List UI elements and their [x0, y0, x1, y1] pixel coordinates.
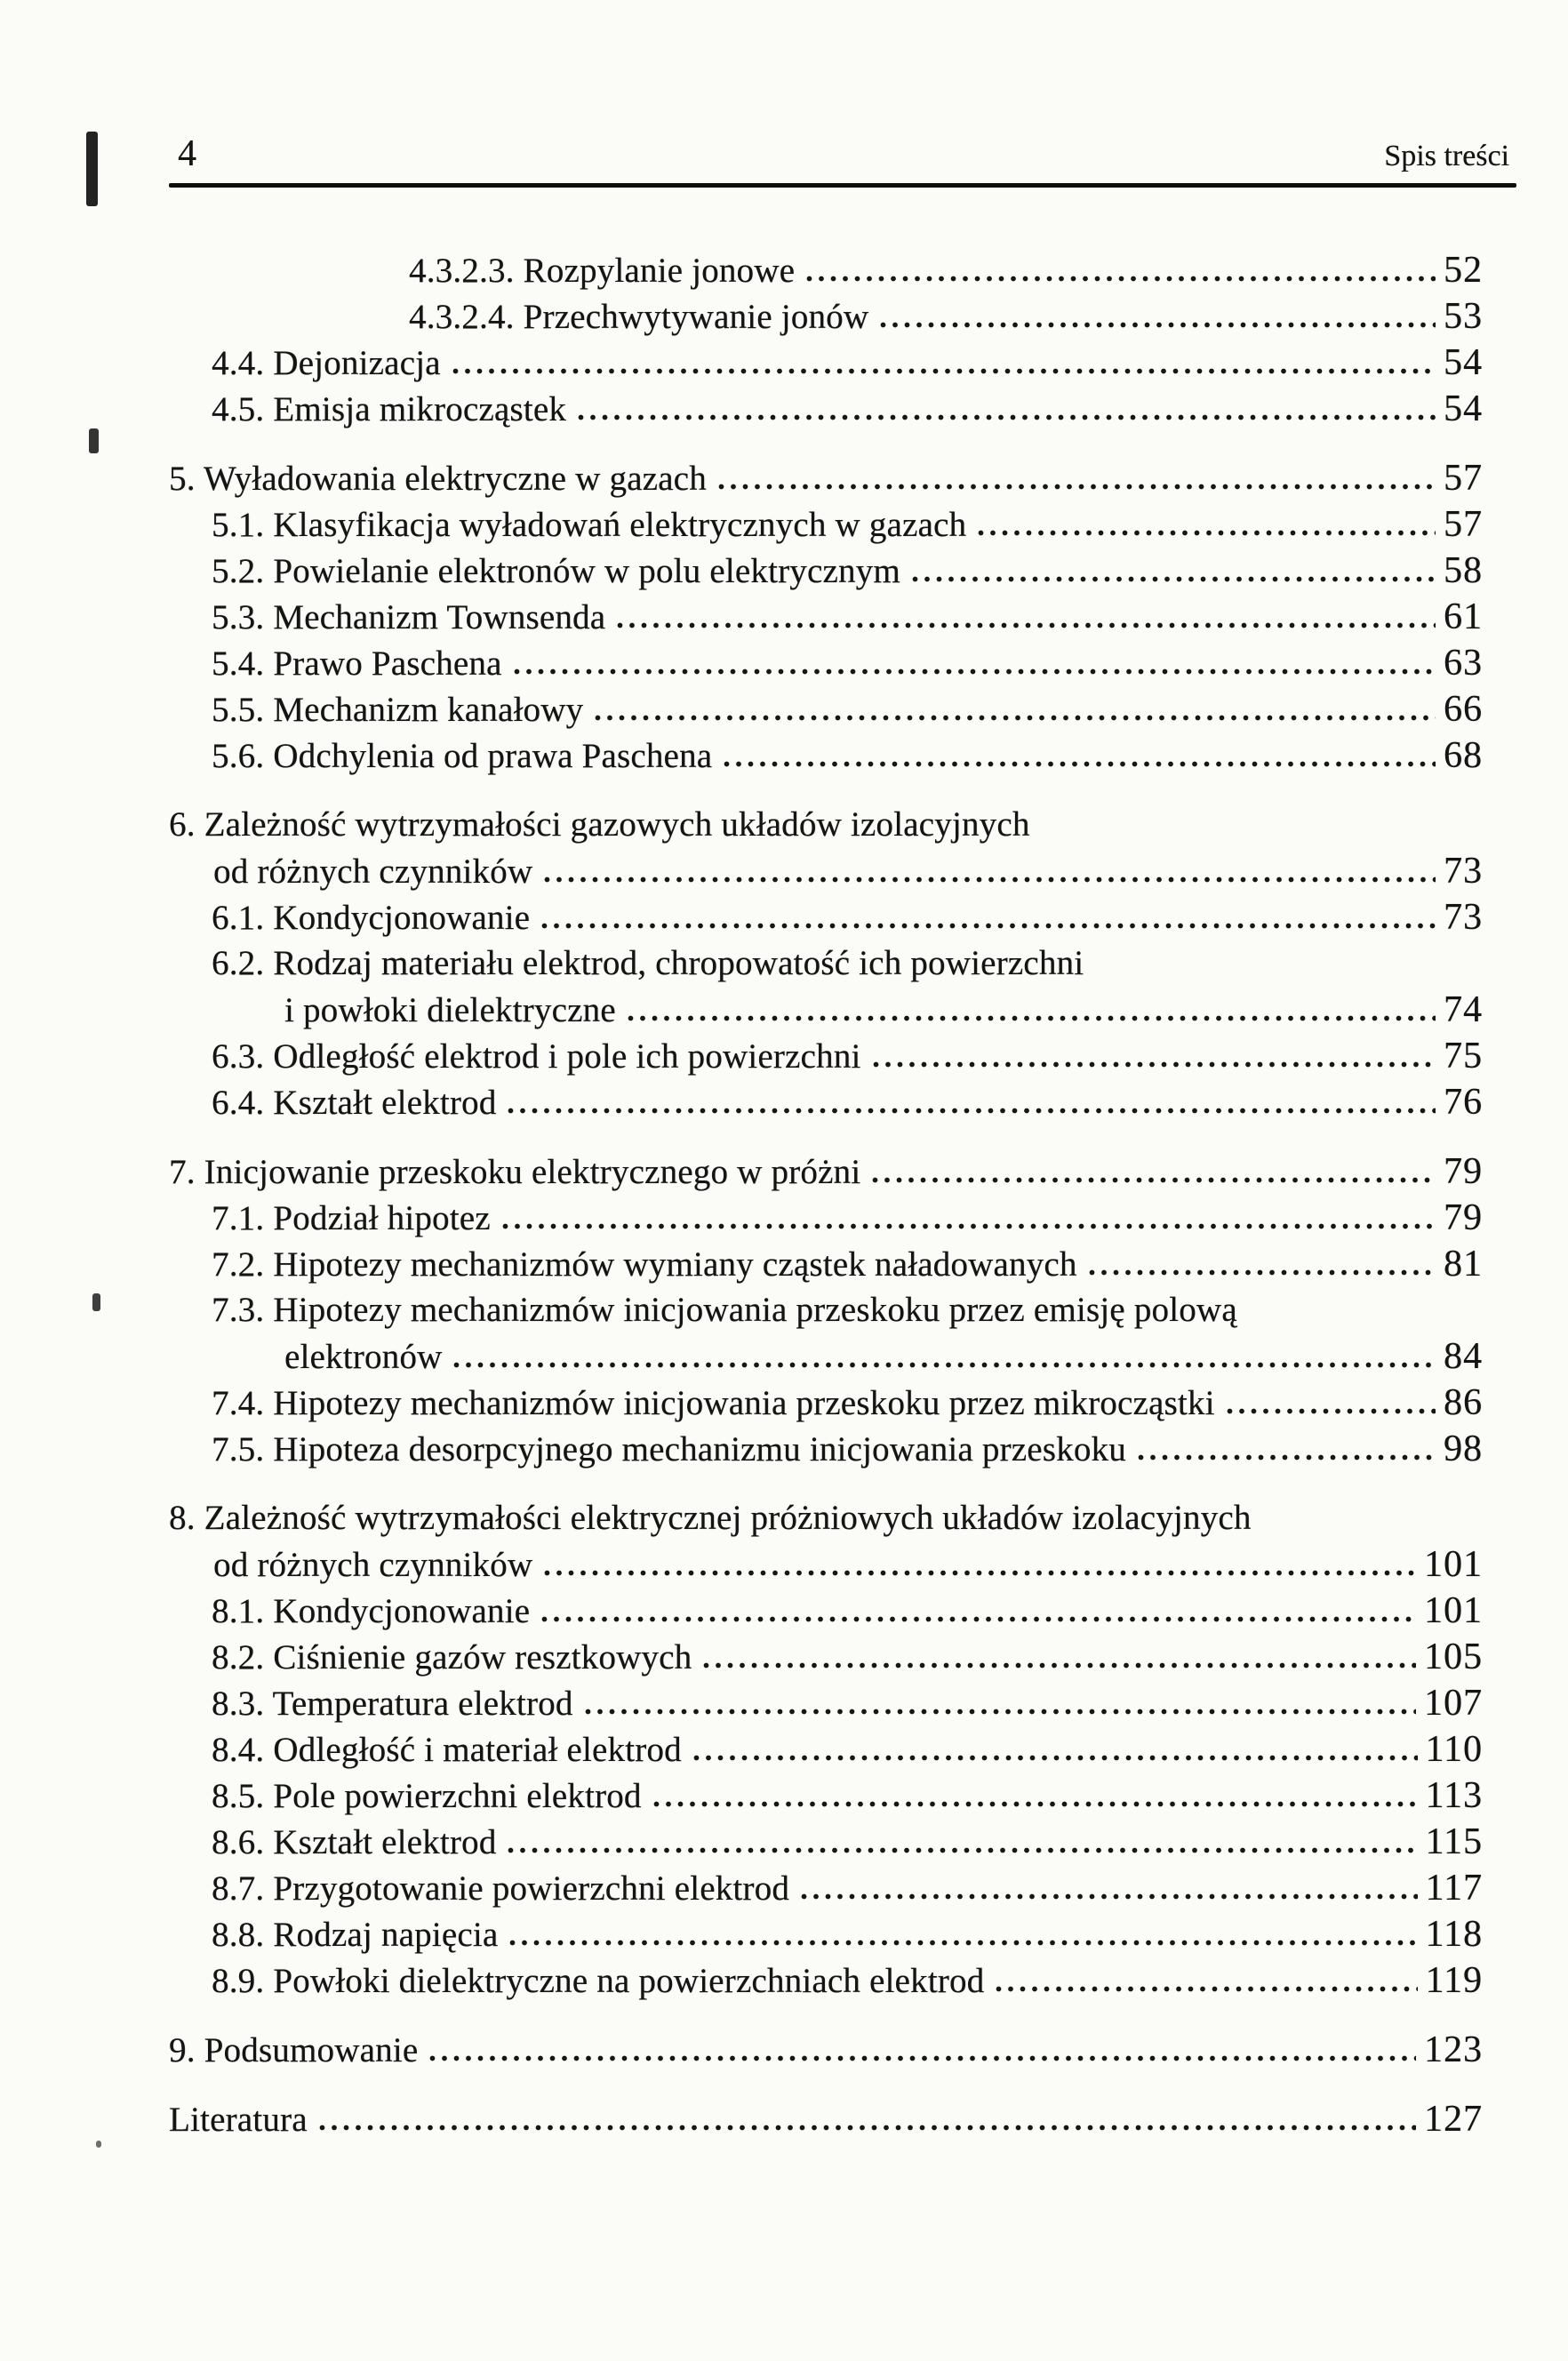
dot-leader: [703, 1662, 1416, 1669]
toc-entry-title: 6.4. Kształt elektrod: [212, 1084, 497, 1122]
dot-leader: [873, 1061, 1436, 1068]
toc-entry-page: 118: [1425, 1914, 1483, 1955]
toc-entry: [169, 804, 1483, 851]
toc-entry: [169, 296, 1483, 342]
toc-entry: [169, 643, 1483, 689]
toc-entry: [169, 1821, 1483, 1868]
toc-entry-page: 54: [1444, 342, 1483, 383]
toc-entry: [169, 1429, 1483, 1475]
toc-entry-title: 8.3. Temperatura elektrod: [212, 1685, 573, 1723]
toc-entry: [169, 735, 1483, 781]
toc-entry-page: 79: [1444, 1197, 1483, 1238]
toc-entry-title: 8.7. Przygotowanie powierzchni elektrod: [212, 1869, 790, 1908]
toc-entry-page: 127: [1424, 2099, 1483, 2140]
toc-entry-title: 6.3. Odległość elektrod i pole ich powierzchni: [212, 1037, 861, 1076]
toc-entry-page: 58: [1444, 550, 1483, 591]
toc-entry-title: 6.1. Kondycjonowanie: [212, 899, 531, 937]
toc-entry-title: 8.4. Odległość i materiał elektrod: [212, 1731, 682, 1769]
dot-leader: [628, 1015, 1436, 1021]
toc-entry: [169, 1590, 1483, 1637]
toc-entry-title: od różnych czynników: [213, 852, 533, 891]
toc-entry-title: 8.8. Rodzaj napięcia: [212, 1916, 499, 1954]
toc-entry: [169, 250, 1483, 296]
toc-entry-page: 74: [1444, 989, 1483, 1030]
toc-entry-page: 57: [1444, 504, 1483, 545]
toc-entry-page: 57: [1444, 458, 1483, 499]
toc-entry-title: 5.6. Odchylenia od prawa Paschena: [212, 737, 713, 775]
dot-leader: [452, 368, 1436, 374]
toc-entry: [169, 1336, 1483, 1382]
toc-entry-title: 5. Wyładowania elektryczne w gazach: [169, 460, 707, 498]
toc-entry-title: 7.5. Hipoteza desorpcyjnego mechanizmu inicjowania przeskoku: [212, 1430, 1126, 1469]
toc-entry: [169, 550, 1483, 596]
toc-entry: [169, 689, 1483, 735]
toc-entry-page: 76: [1444, 1082, 1483, 1123]
toc-entry-title: 4.3.2.3. Rozpylanie jonowe: [409, 252, 796, 290]
dot-leader: [585, 1709, 1416, 1715]
toc-entry: [169, 1868, 1483, 1914]
toc-entry-page: 73: [1444, 897, 1483, 938]
dot-leader: [509, 1940, 1417, 1946]
page-number: 4: [178, 133, 196, 174]
toc-entry: [169, 1683, 1483, 1729]
dot-leader: [653, 1801, 1418, 1807]
dot-leader: [806, 276, 1436, 282]
toc-entry-title: Literatura: [169, 2101, 308, 2139]
dot-leader: [718, 484, 1436, 490]
toc-entry-title: 6. Zależność wytrzymałości gazowych układów izolacyjnych: [169, 805, 1030, 844]
toc-entry-page: 61: [1444, 596, 1483, 637]
toc-entry: [169, 458, 1483, 504]
toc-entry-page: 68: [1444, 735, 1483, 776]
toc-entry-title: 8.6. Kształt elektrod: [212, 1823, 497, 1861]
toc-entry-page: 63: [1444, 643, 1483, 684]
table-of-contents: [169, 250, 1483, 2145]
toc-entry-page: 84: [1444, 1336, 1483, 1377]
toc-entry-title: 7.2. Hipotezy mechanizmów wymiany cząstek naładowanych: [212, 1245, 1077, 1284]
toc-entry: [169, 596, 1483, 643]
toc-entry-page: 101: [1424, 1544, 1483, 1585]
toc-entry-page: 52: [1444, 250, 1483, 291]
dot-leader: [429, 2055, 1416, 2061]
dot-leader: [996, 1986, 1417, 1992]
toc-entry-title: 8.1. Kondycjonowanie: [212, 1592, 531, 1630]
dot-leader: [617, 622, 1436, 628]
toc-entry-page: 53: [1444, 296, 1483, 337]
scan-artifact: [89, 428, 99, 453]
toc-entry-title: 5.5. Mechanizm kanałowy: [212, 691, 584, 729]
dot-leader: [693, 1755, 1418, 1761]
toc-entry-page: 54: [1444, 388, 1483, 429]
toc-entry-title: 5.2. Powielanie elektronów w polu elektrycznym: [212, 552, 900, 590]
scan-artifact: [92, 1293, 100, 1311]
toc-entry-page: 119: [1425, 1960, 1483, 2001]
toc-entry-page: 98: [1444, 1429, 1483, 1469]
toc-entry: [169, 342, 1483, 388]
toc-entry: [169, 1197, 1483, 1244]
toc-entry-page: 79: [1444, 1151, 1483, 1192]
toc-entry-page: 117: [1425, 1868, 1483, 1909]
toc-entry: [169, 989, 1483, 1036]
toc-entry: [169, 1637, 1483, 1683]
toc-entry: [169, 1775, 1483, 1821]
dot-leader: [1138, 1454, 1436, 1461]
dot-leader: [595, 715, 1436, 721]
toc-entry: [169, 851, 1483, 897]
toc-entry: [169, 943, 1483, 989]
dot-leader: [978, 530, 1436, 536]
toc-entry-title: 5.4. Prawo Paschena: [212, 644, 502, 683]
toc-entry: [169, 1544, 1483, 1590]
toc-entry: [169, 1082, 1483, 1128]
toc-entry-title: 7.1. Podział hipotez: [212, 1199, 491, 1237]
toc-entry-title: 4.4. Dejonizacja: [212, 344, 441, 382]
dot-leader: [453, 1362, 1436, 1368]
toc-entry: [169, 2029, 1483, 2076]
toc-entry: [169, 1382, 1483, 1429]
toc-entry: [169, 1244, 1483, 1290]
dot-leader: [508, 1108, 1436, 1114]
toc-entry-page: 113: [1425, 1775, 1483, 1816]
toc-entry-page: 105: [1424, 1637, 1483, 1677]
toc-entry: [169, 1960, 1483, 2006]
dot-leader: [872, 1177, 1436, 1183]
toc-entry-page: 86: [1444, 1382, 1483, 1423]
dot-leader: [544, 1570, 1416, 1576]
toc-entry-page: 75: [1444, 1036, 1483, 1076]
toc-entry-title: 5.1. Klasyfikacja wyładowań elektrycznych w gazach: [212, 506, 967, 544]
toc-entry-title: 8.9. Powłoki dielektryczne na powierzchniach elektrod: [212, 1962, 985, 2000]
dot-leader: [319, 2125, 1416, 2131]
toc-entry-page: 101: [1424, 1590, 1483, 1631]
toc-entry-title: 7. Inicjowanie przeskoku elektrycznego w próżni: [169, 1153, 861, 1191]
toc-entry-title: 8. Zależność wytrzymałości elektrycznej próżniowych układów izolacyjnych: [169, 1499, 1252, 1537]
dot-leader: [541, 1616, 1416, 1622]
toc-entry: [169, 504, 1483, 550]
toc-entry-page: 107: [1424, 1683, 1483, 1724]
toc-entry-title: 8.2. Ciśnienie gazów resztkowych: [212, 1638, 692, 1677]
dot-leader: [541, 923, 1436, 929]
toc-entry-title: 7.4. Hipotezy mechanizmów inicjowania przeskoku przez mikrocząstki: [212, 1384, 1215, 1422]
toc-entry: [169, 388, 1483, 435]
toc-entry-page: 110: [1425, 1729, 1483, 1770]
toc-entry: [169, 1914, 1483, 1960]
toc-entry: [169, 1290, 1483, 1336]
toc-entry: [169, 2099, 1483, 2145]
toc-entry-title: 7.3. Hipotezy mechanizmów inicjowania przeskoku przez emisję polową: [212, 1291, 1237, 1329]
dot-leader: [1089, 1269, 1436, 1276]
scan-artifact: [96, 2141, 101, 2148]
header-rule: [169, 183, 1516, 188]
dot-leader: [502, 1223, 1436, 1229]
toc-entry-title: elektronów: [284, 1338, 443, 1376]
toc-entry-page: 115: [1425, 1821, 1483, 1862]
header-title: Spis treści: [1384, 140, 1509, 172]
page-header: [169, 133, 1513, 174]
dot-leader: [880, 322, 1436, 328]
dot-leader: [508, 1847, 1417, 1853]
toc-entry-title: 5.3. Mechanizm Townsenda: [212, 598, 606, 636]
scan-artifact: [86, 132, 98, 206]
dot-leader: [578, 414, 1436, 420]
toc-entry-page: 81: [1444, 1244, 1483, 1285]
toc-entry-title: i powłoki dielektryczne: [284, 991, 616, 1029]
dot-leader: [724, 761, 1436, 767]
toc-entry-page: 66: [1444, 689, 1483, 730]
toc-entry-title: 6.2. Rodzaj materiału elektrod, chropowatość ich powierzchni: [212, 944, 1084, 982]
toc-entry-page: 123: [1424, 2029, 1483, 2070]
toc-entry: [169, 1498, 1483, 1544]
dot-leader: [514, 668, 1436, 675]
toc-entry-title: 9. Podsumowanie: [169, 2031, 419, 2069]
dot-leader: [1227, 1408, 1436, 1414]
toc-entry: [169, 1036, 1483, 1082]
toc-entry-title: 4.3.2.4. Przechwytywanie jonów: [409, 298, 869, 336]
toc-entry-title: 4.5. Emisja mikrocząstek: [212, 390, 567, 428]
toc-entry-page: 73: [1444, 851, 1483, 892]
toc-entry-title: 8.5. Pole powierzchni elektrod: [212, 1777, 642, 1815]
toc-entry: [169, 1151, 1483, 1197]
dot-leader: [801, 1893, 1418, 1900]
dot-leader: [544, 876, 1436, 883]
dot-leader: [912, 576, 1436, 582]
toc-entry: [169, 1729, 1483, 1775]
toc-entry-title: od różnych czynników: [213, 1546, 533, 1584]
toc-entry: [169, 897, 1483, 943]
